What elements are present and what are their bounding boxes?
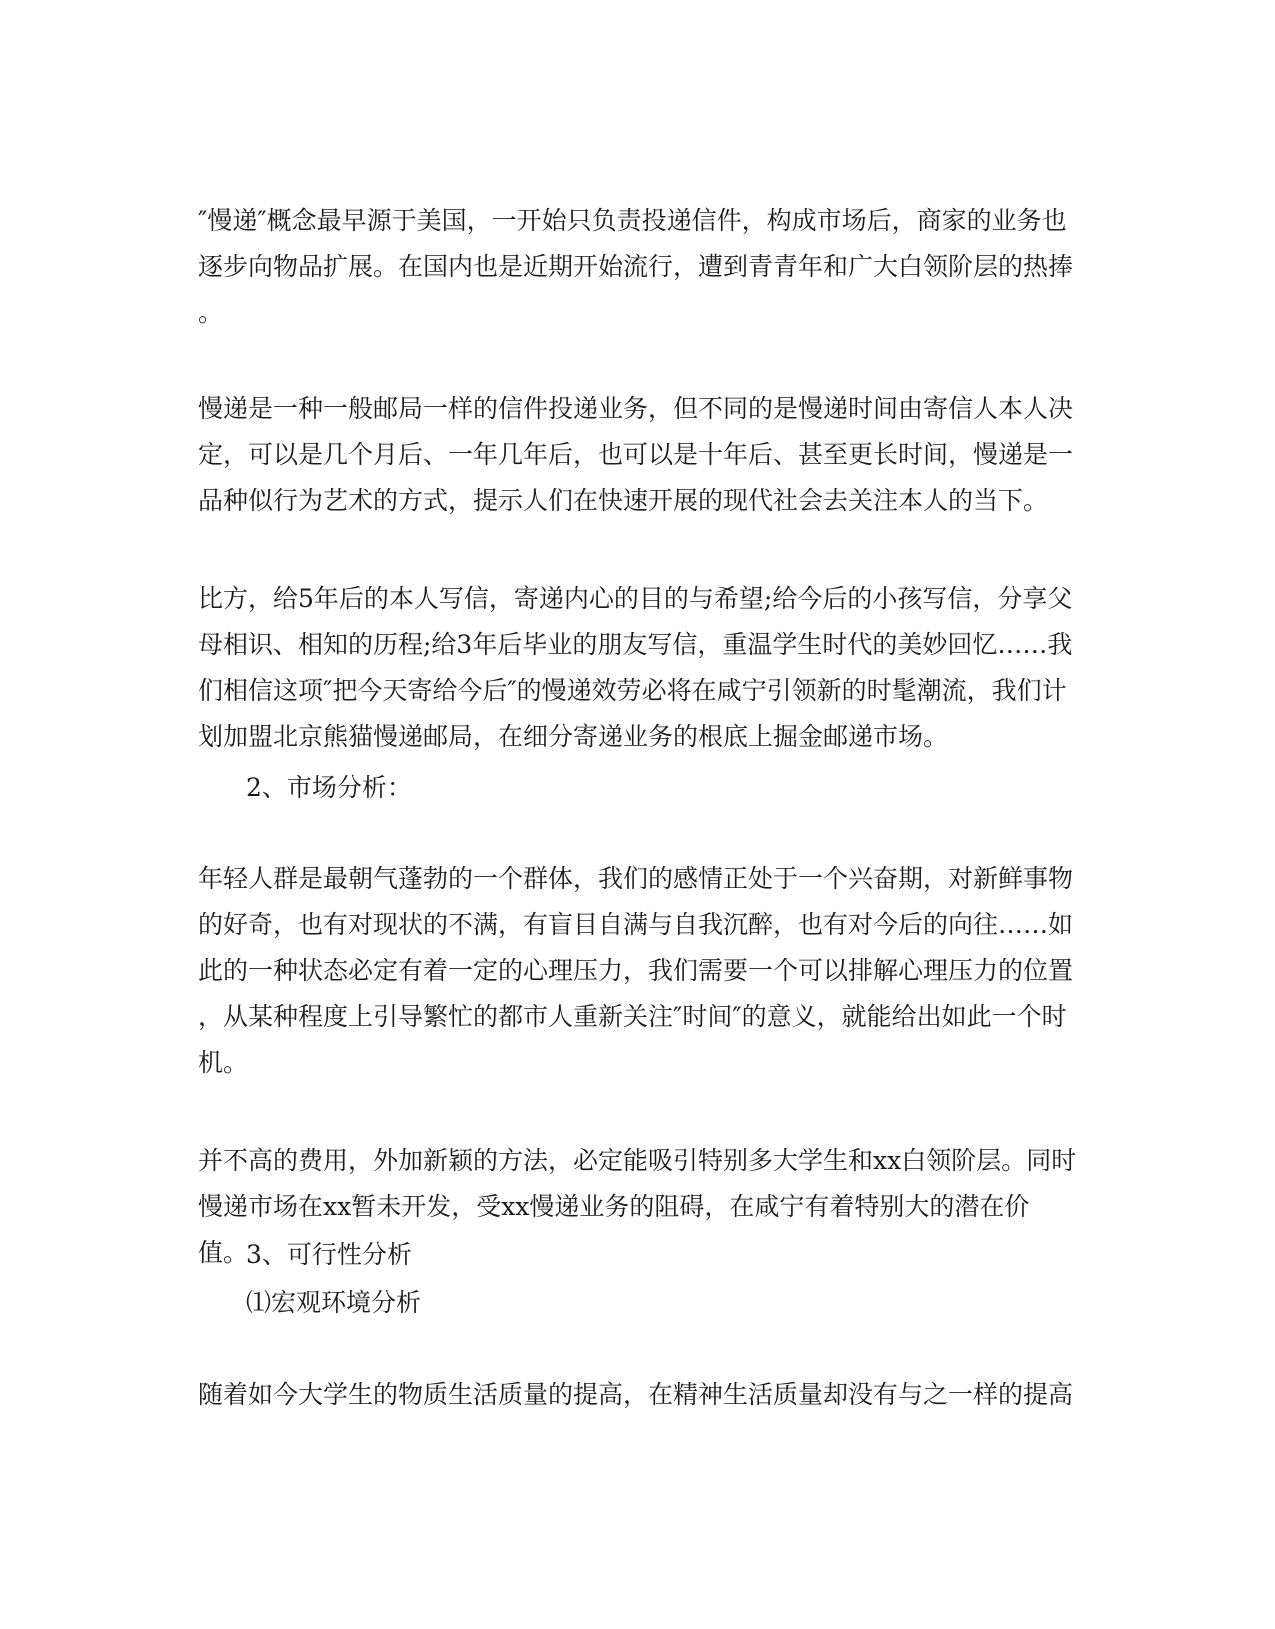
section-heading-feasibility: 3、可行性分析	[246, 1240, 412, 1269]
paragraph-potential-value: 并不高的费用，外加新颖的方法，必定能吸引特别多大学生和xx白领阶层。同时 慢递市场在xx暂未开发，受xx慢递业务的阻碍，在咸宁有着特别大的潜在价值。	[198, 1146, 1077, 1267]
paragraph-market-analysis: 年轻人群是最朝气蓬勃的一个群体，我们的感情正处于一个兴奋期，对新鲜事物 的好奇，也有对现状的不满，有盲目自满与自我沉醉，也有对今后的向往……如 此的一种状态必定有着一定的心理压力，我们需要一个可以排解心理压力的位置 ，从某种程度上引导繁忙的都市人重新关注″时间″的意义，就能给出如此一个时 机。	[198, 864, 1074, 1077]
paragraph-slow-delivery-origin: ″慢递″概念最早源于美国，一开始只负责投递信件，构成市场后，商家的业务也 逐步向物品扩展。在国内也是近期开始流行，遭到青青年和广大白领阶层的热捧 。	[198, 206, 1074, 327]
section-heading-market-analysis: 2、市场分析：	[246, 773, 412, 802]
paragraph-examples: 比方，给5年后的本人写信，寄递内心的目的与希望;给今后的小孩写信，分享父 母相识、相知的历程;给3年后毕业的朋友写信，重温学生时代的美妙回忆……我 们相信这项″把今天寄给今后″的慢递效劳必将在咸宁引领新的时髦潮流，我们计 划加盟北京熊猫慢递邮局，在细分寄递业务的根底上掘金邮递市场。	[198, 584, 1073, 751]
paragraph-macro-environment: 随着如今大学生的物质生活质量的提高，在精神生活质量却没有与之一样的提高	[198, 1380, 1074, 1409]
paragraph-slow-delivery-definition: 慢递是一种一般邮局一样的信件投递业务，但不同的是慢递时间由寄信人本人决 定，可以是几个月后、一年几年后，也可以是十年后、甚至更长时间，慢递是一 品种似行为艺术的方式，提示人们在快速开展的现代社会去关注本人的当下。	[198, 394, 1074, 515]
subsection-heading-macro-environment: ⑴宏观环境分析	[246, 1288, 422, 1317]
